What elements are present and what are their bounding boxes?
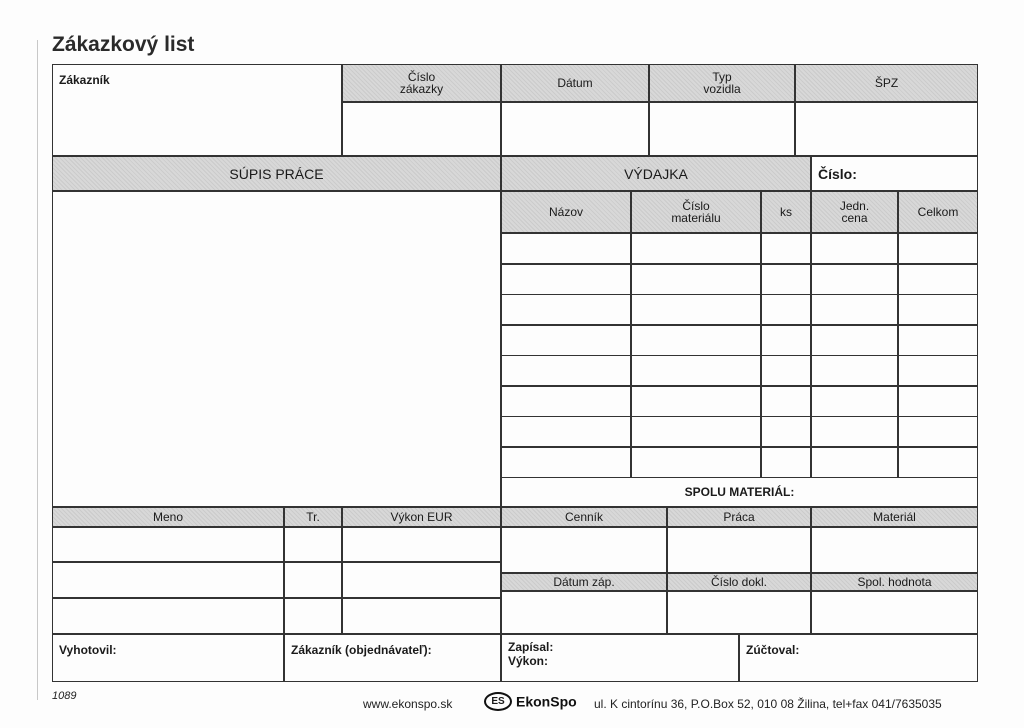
vehicle-type-header [649,64,795,102]
material-cell[interactable] [631,264,761,295]
record-col-document [667,573,811,591]
worker-class-field[interactable] [284,527,342,562]
material-cell[interactable] [898,386,978,417]
order-number-header [342,64,501,102]
work-field[interactable] [667,527,811,573]
work-list-area[interactable] [52,191,501,507]
material-cell[interactable] [631,355,761,386]
issue-label: VÝDAJKA [624,165,688,182]
logo-mark-icon: ES [484,692,512,711]
material-cell[interactable] [501,416,631,447]
material-col-total [898,191,978,233]
material-cell[interactable] [761,233,811,264]
material-col-number [631,191,761,233]
workers-col-class-label: Tr. [306,510,320,524]
record-col-document-label: Číslo dokl. [710,575,768,589]
material-cell[interactable] [501,447,631,478]
issue-number-field[interactable] [811,156,978,191]
work-list-label: SÚPIS PRÁCE [229,165,324,182]
record-col-value [811,573,978,591]
material-cell[interactable] [898,233,978,264]
record-col-value-label: Spol. hodnota [857,575,932,589]
material-cell[interactable] [811,355,898,386]
plate-label: ŠPZ [874,76,899,90]
material-cell[interactable] [761,294,811,325]
material-cell[interactable] [761,386,811,417]
material-cell[interactable] [631,325,761,356]
website-link[interactable]: www.ekonspo.sk [363,697,453,711]
summary-col-material-label: Materiál [873,510,916,524]
material-cell[interactable] [898,325,978,356]
recorded-label: Zapísal: [508,640,554,654]
date-label: Dátum [557,76,593,90]
material-cell[interactable] [501,325,631,356]
material-cell[interactable] [761,264,811,295]
material-cell[interactable] [811,264,898,295]
summary-col-work-label: Práca [723,510,755,524]
material-total-row [501,477,978,507]
customer-label: Zákazník [59,73,110,87]
material-cell[interactable] [761,325,811,356]
workers-col-name [52,507,284,527]
recorded-field[interactable] [501,634,739,682]
company-address: ul. K cintorínu 36, P.O.Box 52, 010 08 Žilina, tel+fax 041/7635035 [594,697,942,711]
workers-col-performance [342,507,501,527]
material-cell[interactable] [898,264,978,295]
material-col-total-label: Celkom [917,205,959,219]
workers-col-name-label: Meno [152,510,184,524]
settled-field[interactable] [739,634,978,682]
material-cell[interactable] [761,416,811,447]
material-cell[interactable] [811,416,898,447]
form-number: 1089 [52,690,77,702]
material-col-qty [761,191,811,233]
workers-col-performance-label: Výkon EUR [390,510,453,524]
material-cell[interactable] [811,294,898,325]
material-cell[interactable] [631,233,761,264]
record-col-date [501,573,667,591]
form-title: Zákazkový list [52,33,195,56]
worker-performance-field[interactable] [342,598,501,634]
material-cell[interactable] [811,233,898,264]
date-header [501,64,649,102]
material-cell[interactable] [761,447,811,478]
material-col-name [501,191,631,233]
worker-name-field[interactable] [52,527,284,562]
material-cell[interactable] [898,355,978,386]
customer-signature-field[interactable] [284,634,501,682]
material-col-unit-price [811,191,898,233]
summary-col-work [667,507,811,527]
worker-performance-field[interactable] [342,562,501,598]
issued-by-field[interactable] [52,634,284,682]
company-logo [484,693,577,712]
material-col-unit-price-label: Jedn. cena [839,199,870,225]
workers-col-class [284,507,342,527]
material-cell[interactable] [501,233,631,264]
material-cell[interactable] [811,325,898,356]
worker-performance-field[interactable] [342,527,501,562]
record-date-field[interactable] [501,591,667,634]
customer-signature-label: Zákazník (objednávateľ): [291,643,432,657]
worker-name-field[interactable] [52,562,284,598]
plate-header [795,64,978,102]
material-col-number-label: Číslo materiálu [671,199,721,225]
plate-field[interactable] [795,102,978,156]
record-value-field[interactable] [811,591,978,634]
material-col-qty-label: ks [780,205,792,219]
vehicle-type-label: Typ vozidla [703,70,741,96]
number-label: Číslo: [818,165,857,182]
summary-col-material [811,507,978,527]
performance-label: Výkon: [508,654,549,668]
material-field[interactable] [811,527,978,573]
material-cell[interactable] [631,447,761,478]
record-document-field[interactable] [667,591,811,634]
order-form [52,64,978,682]
summary-col-pricelist-label: Cenník [564,510,604,524]
company-name: EkonSpo [516,693,577,710]
date-field[interactable] [501,102,649,156]
pricelist-field[interactable] [501,527,667,573]
issued-by-label: Vyhotovil: [59,643,117,657]
order-number-field[interactable] [342,102,501,156]
material-cell[interactable] [631,386,761,417]
record-col-date-label: Dátum záp. [553,575,615,589]
material-cell[interactable] [501,355,631,386]
material-cell[interactable] [501,294,631,325]
material-cell[interactable] [898,447,978,478]
material-cell[interactable] [811,386,898,417]
material-cell[interactable] [501,264,631,295]
material-col-name-label: Názov [548,205,583,219]
order-number-label: Číslo zákazky [399,70,444,96]
material-total-label: SPOLU MATERIÁL: [684,485,795,499]
material-cell[interactable] [501,386,631,417]
material-cell[interactable] [811,447,898,478]
material-cell[interactable] [898,294,978,325]
work-list-header [52,156,501,191]
vehicle-type-field[interactable] [649,102,795,156]
material-cell[interactable] [631,416,761,447]
page-edge-line [37,40,38,700]
worker-class-field[interactable] [284,598,342,634]
customer-box[interactable] [52,64,342,156]
worker-class-field[interactable] [284,562,342,598]
material-cell[interactable] [631,294,761,325]
worker-name-field[interactable] [52,598,284,634]
settled-label: Zúčtoval: [746,643,800,657]
issue-header [501,156,811,191]
summary-col-pricelist [501,507,667,527]
material-cell[interactable] [898,416,978,447]
material-cell[interactable] [761,355,811,386]
